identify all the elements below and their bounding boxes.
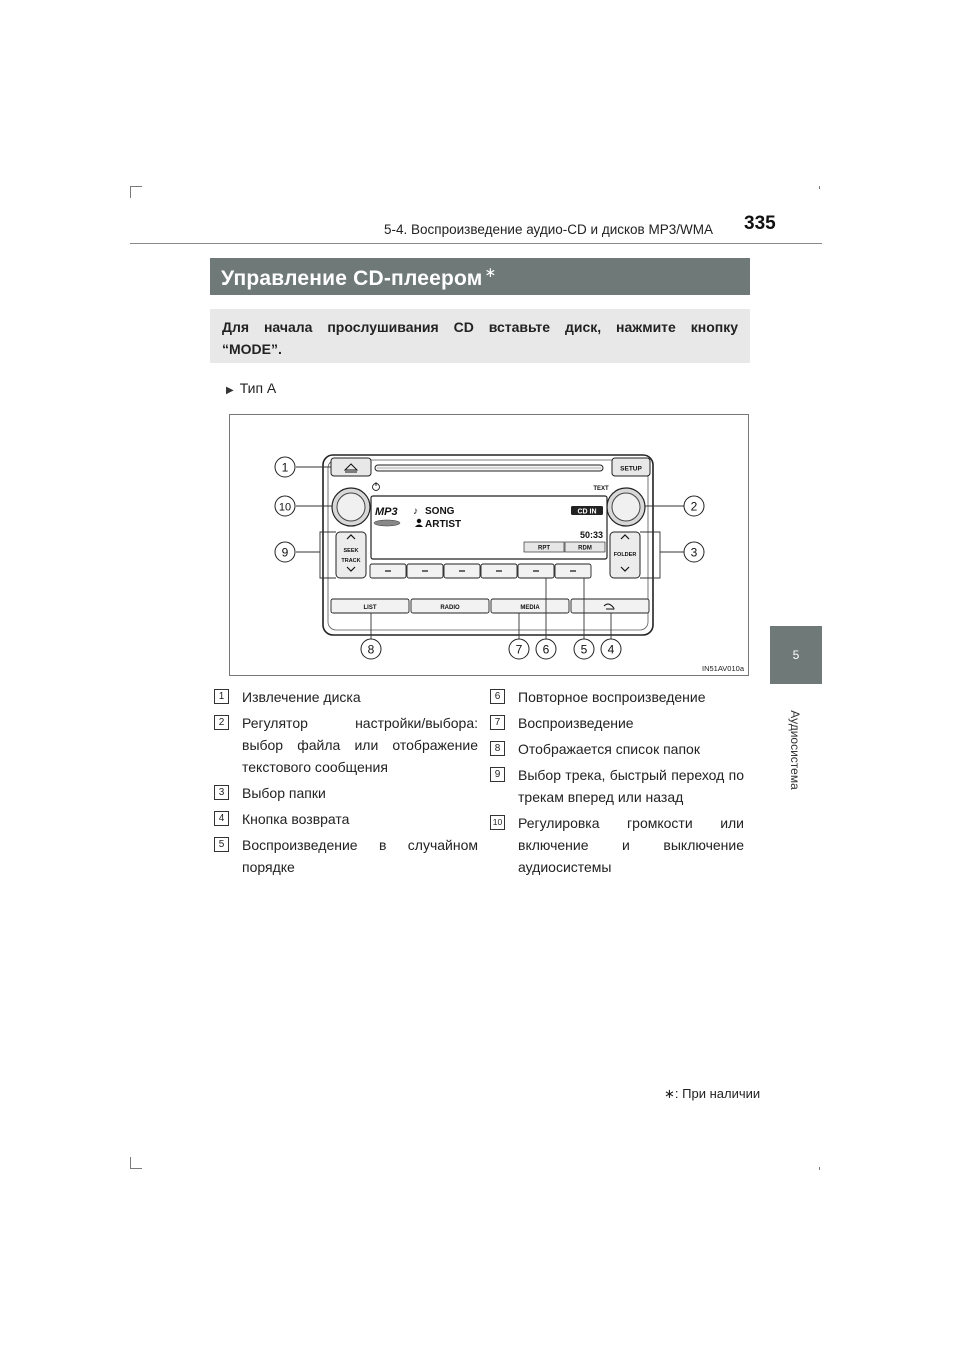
media-label: MEDIA (520, 605, 540, 611)
callout-1: 1 (281, 460, 289, 475)
header-divider (130, 243, 822, 244)
section-title (210, 258, 750, 295)
footnote (664, 1086, 760, 1102)
legend-item (214, 712, 478, 778)
legend-left (214, 686, 478, 882)
chapter-label (784, 690, 806, 810)
legend-item (490, 712, 744, 734)
callout-8: 8 (367, 642, 375, 657)
legend-text: Регулятор настройки/выбора: выбор файла или отображение текстового сообщения (242, 715, 478, 775)
legend-item (214, 834, 478, 878)
rpt-label: RPT (538, 545, 550, 552)
page-number: 335 (744, 213, 776, 234)
legend-item (490, 812, 744, 878)
legend-text: Повторное воспроизведение (518, 689, 706, 705)
footnote-marker: ∗ (664, 1086, 675, 1101)
rdm-label: RDM (578, 545, 592, 552)
legend-number: 8 (490, 741, 505, 756)
legend-number: 5 (214, 837, 229, 852)
crop-mark-bottom-right (819, 1167, 820, 1170)
section-title-text: Управление CD-плеером (221, 267, 483, 290)
list-label: LIST (363, 605, 377, 611)
legend-text: Кнопка возврата (242, 811, 350, 827)
legend-text: Извлечение диска (242, 689, 361, 705)
tune-select-knob (607, 488, 645, 526)
volume-knob (332, 488, 370, 526)
legend-right (490, 686, 744, 882)
legend-text: Регулировка громкости или включение и выключение аудиосистемы (518, 815, 744, 875)
callout-3: 3 (690, 545, 698, 560)
availability-marker: ∗ (484, 264, 497, 280)
legend-number: 2 (214, 715, 229, 730)
legend-item (214, 686, 478, 708)
radio-label: RADIO (440, 605, 460, 611)
legend-number: 4 (214, 811, 229, 826)
display-artist: ARTIST (425, 519, 462, 530)
callout-4: 4 (607, 642, 615, 657)
legend-number: 1 (214, 689, 229, 704)
legend-number: 6 (490, 689, 505, 704)
legend-number: 10 (490, 815, 505, 830)
callout-6: 6 (542, 642, 550, 657)
header-section-title: 5-4. Воспроизведение аудио-CD и дисков MP3/WMA (384, 222, 713, 237)
legend-number: 7 (490, 715, 505, 730)
cd-in-text: CD IN (577, 508, 597, 516)
legend-text: Воспроизведение в случайном порядке (242, 837, 478, 875)
eject-button (331, 458, 371, 476)
intro-line-2: “MODE”. (222, 341, 282, 357)
crop-mark-top-right (819, 186, 820, 189)
legend-item (214, 808, 478, 830)
legend-text: Выбор трека, быстрый переход по трекам вперед или назад (518, 767, 744, 805)
legend-item (490, 764, 744, 808)
legend-item (490, 686, 744, 708)
callout-2: 2 (690, 499, 698, 514)
intro-box (210, 309, 750, 363)
legend-item (214, 782, 478, 804)
callout-5: 5 (580, 642, 588, 657)
crop-mark-top-left-v (130, 186, 131, 198)
display-song: SONG (425, 506, 455, 517)
folder-label: FOLDER (613, 552, 637, 558)
crop-mark-bottom-left-h (130, 1168, 142, 1169)
disc-icon (374, 520, 400, 526)
legend-text: Отображается список папок (518, 741, 700, 757)
callout-10: 10 (278, 501, 292, 514)
audio-unit-figure (229, 414, 749, 676)
legend-item (490, 738, 744, 760)
legend-text: Воспроизведение (518, 715, 634, 731)
setup-label: SETUP (620, 465, 642, 473)
music-note-icon: ♪ (413, 506, 418, 517)
callout-9: 9 (281, 545, 289, 560)
intro-line-1: Для начала прослушивания CD вставьте диск, нажмите кнопку (222, 319, 738, 335)
triangle-bullet-icon: ▶ (226, 385, 234, 396)
figure-code: IN51AV010a (702, 664, 744, 673)
track-label: TRACK (341, 558, 361, 564)
callout-7: 7 (515, 642, 523, 657)
display-format: MP3 (375, 506, 398, 518)
type-label-text: Тип A (239, 380, 277, 396)
display-time: 50:33 (579, 530, 603, 540)
seek-label: SEEK (343, 548, 359, 554)
type-label (226, 380, 276, 396)
back-button (571, 599, 649, 613)
crop-mark-top-left-h (130, 186, 142, 187)
legend-number: 3 (214, 785, 229, 800)
audio-unit-illustration (230, 415, 750, 677)
legend-number: 9 (490, 767, 505, 782)
footnote-text: : При наличии (674, 1086, 761, 1101)
chapter-tab: 5 (770, 626, 822, 684)
legend-text: Выбор папки (242, 785, 326, 801)
chapter-label-text: Аудиосистема (788, 710, 803, 790)
text-button-label: TEXT (593, 486, 609, 492)
